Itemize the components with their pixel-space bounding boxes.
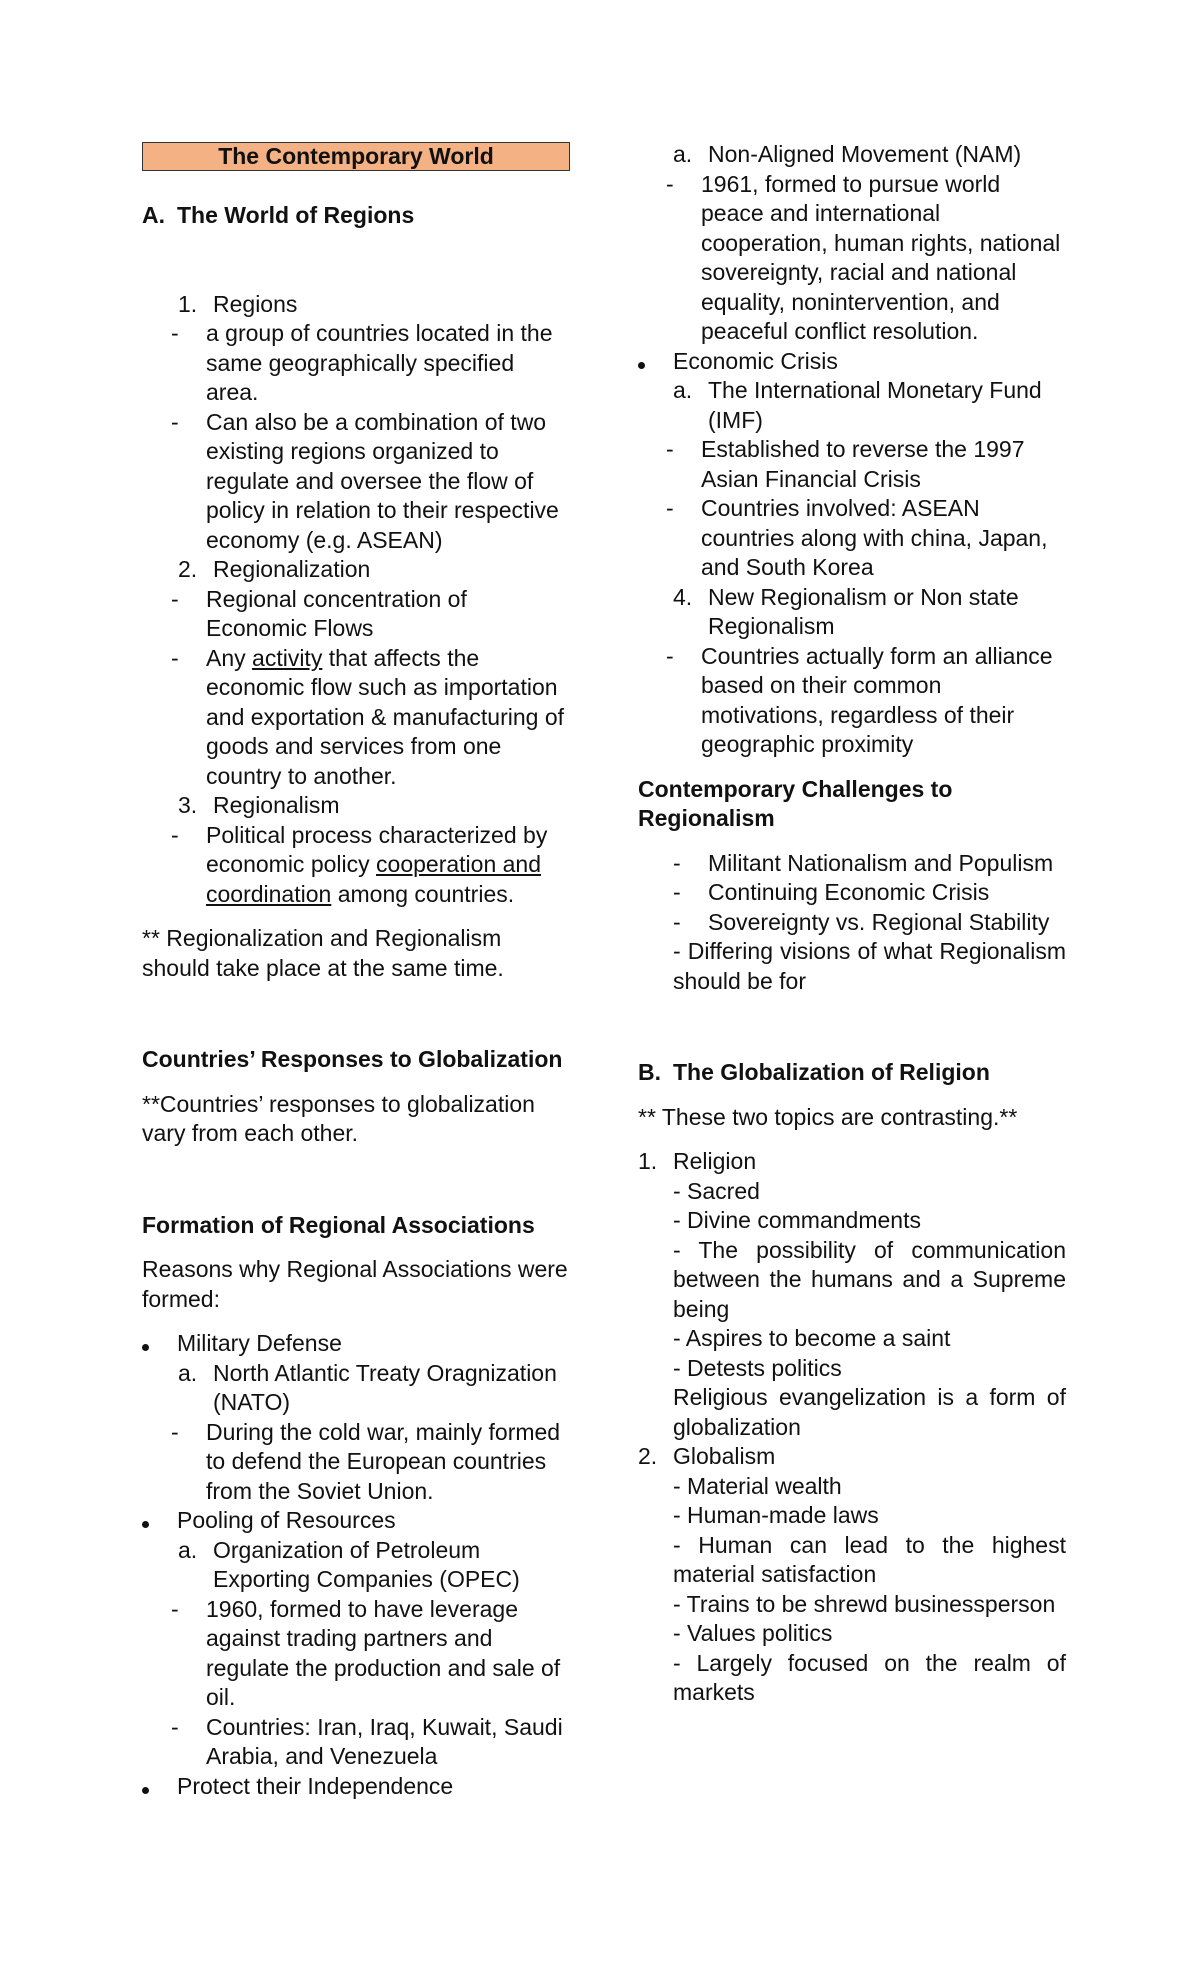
dash-item: - a group of countries located in the same geographically specified area.: [171, 320, 553, 405]
list-item: - Values politics: [673, 1620, 833, 1646]
item-religion: 1. Religion: [638, 1148, 757, 1174]
formation-heading: Formation of Regional Associations: [142, 1211, 535, 1238]
bullet-military-defense: Military Defense: [142, 1329, 570, 1359]
challenges-list: [638, 849, 1066, 997]
item-regions: 1. Regions: [178, 290, 298, 317]
bullet-icon: [142, 1787, 149, 1794]
dash-item: - Countries actually form an alliance based on their common motivations, regardless of their geographic proximity: [666, 642, 1053, 757]
item-opec: a. Organization of Petroleum Exporting Companies (OPEC): [178, 1536, 520, 1592]
responses-note: **Countries’ responses to globalization vary from each other.: [142, 1090, 535, 1146]
dash-item: - Any activity that affects the economic flow such as importation and exportation & manufacturing of goods and services from one country to another.: [171, 644, 565, 789]
underlined-term: cooperation and coordination: [206, 851, 541, 907]
dash-item: - Can also be a combination of two existing regions organized to regulate and oversee the flow of policy in relation to their respective economy (e.g. ASEAN): [171, 408, 559, 553]
list-item: - Largely focused on the realm of markets: [673, 1649, 1066, 1705]
underlined-term: activity: [252, 644, 323, 671]
list-item: - Detests politics: [673, 1354, 842, 1381]
item-new-regionalism: 4. New Regionalism or Non state Regionalism: [673, 583, 1019, 639]
list-item: - Human can lead to the highest material satisfaction: [673, 1531, 1066, 1587]
challenge-item: - Continuing Economic Crisis: [673, 879, 990, 905]
bullet-economic-crisis: Economic Crisis: [638, 347, 1066, 377]
challenges-heading: Contemporary Challenges to Regionalism: [638, 775, 953, 831]
item-nato: a. North Atlantic Treaty Oragnization (NATO): [178, 1359, 557, 1415]
list-item: - Material wealth: [673, 1472, 842, 1499]
list-item: - Aspires to become a saint: [673, 1325, 951, 1351]
list-item: - Sacred: [673, 1177, 760, 1204]
responses-heading: Countries’ Responses to Globalization: [142, 1046, 563, 1072]
dash-item: - Established to reverse the 1997 Asian Financial Crisis: [666, 436, 1025, 492]
bullet-icon: [142, 1521, 149, 1528]
dash-item: - 1961, formed to pursue world peace and international cooperation, human rights, national sovereignty, racial and national equality, nonintervention, and peaceful conflict resolution.: [666, 170, 1061, 344]
bullet-icon: [142, 1344, 149, 1351]
item-nam: a. Non-Aligned Movement (NAM): [673, 141, 1022, 167]
item-imf: a. The International Monetary Fund (IMF): [673, 377, 1042, 433]
dash-item: - Regional concentration of Economic Flows: [171, 585, 467, 641]
bullet-icon: [638, 362, 645, 369]
item-globalism: 2. Globalism: [638, 1443, 776, 1469]
dash-item: - Political process characterized by economic policy cooperation and coordination among countries.: [171, 821, 548, 907]
left-column: [142, 140, 570, 1801]
section-b-heading: B. The Globalization of Religion: [638, 1059, 990, 1085]
reasons-text: Reasons why Regional Associations were formed:: [142, 1256, 568, 1312]
item-regionalization: 2. Regionalization: [178, 556, 371, 582]
dash-item: - During the cold war, mainly formed to defend the European countries from the Soviet Union.: [171, 1418, 561, 1504]
regionalization-note: ** Regionalization and Regionalism should take place at the same time.: [142, 925, 504, 981]
item-regionalism: 3. Regionalism: [178, 792, 340, 818]
dash-item: - Countries: Iran, Iraq, Kuwait, Saudi Arabia, and Venezuela: [171, 1713, 563, 1769]
list-item: - The possibility of communication between the humans and a Supreme being: [673, 1236, 1066, 1322]
contrast-note: ** These two topics are contrasting.**: [638, 1103, 1018, 1130]
bullet-protect-independence: Protect their Independence: [142, 1772, 570, 1802]
religion-list: [673, 1177, 1066, 1443]
list-item: - Trains to be shrewd businessperson: [673, 1590, 1056, 1617]
section-a-heading: A. The World of Regions: [142, 202, 415, 228]
bullet-pooling-resources: Pooling of Resources: [142, 1506, 570, 1536]
challenge-item: - Militant Nationalism and Populism: [673, 849, 1054, 876]
list-item: - Human-made laws: [673, 1502, 879, 1528]
challenge-item: - Sovereignty vs. Regional Stability: [673, 908, 1050, 935]
globalism-list: [673, 1472, 1066, 1708]
right-column: [638, 140, 1066, 1708]
challenge-item: - Differing visions of what Regionalism should be for: [673, 938, 1066, 994]
dash-item: - Countries involved: ASEAN countries along with china, Japan, and South Korea: [666, 495, 1048, 580]
dash-item: - 1960, formed to have leverage against trading partners and regulate the production and sale of oil.: [171, 1595, 561, 1710]
religion-note: Religious evangelization is a form of globalization: [673, 1384, 1066, 1440]
list-item: - Divine commandments: [673, 1207, 921, 1233]
document-title: The Contemporary World: [142, 142, 570, 171]
